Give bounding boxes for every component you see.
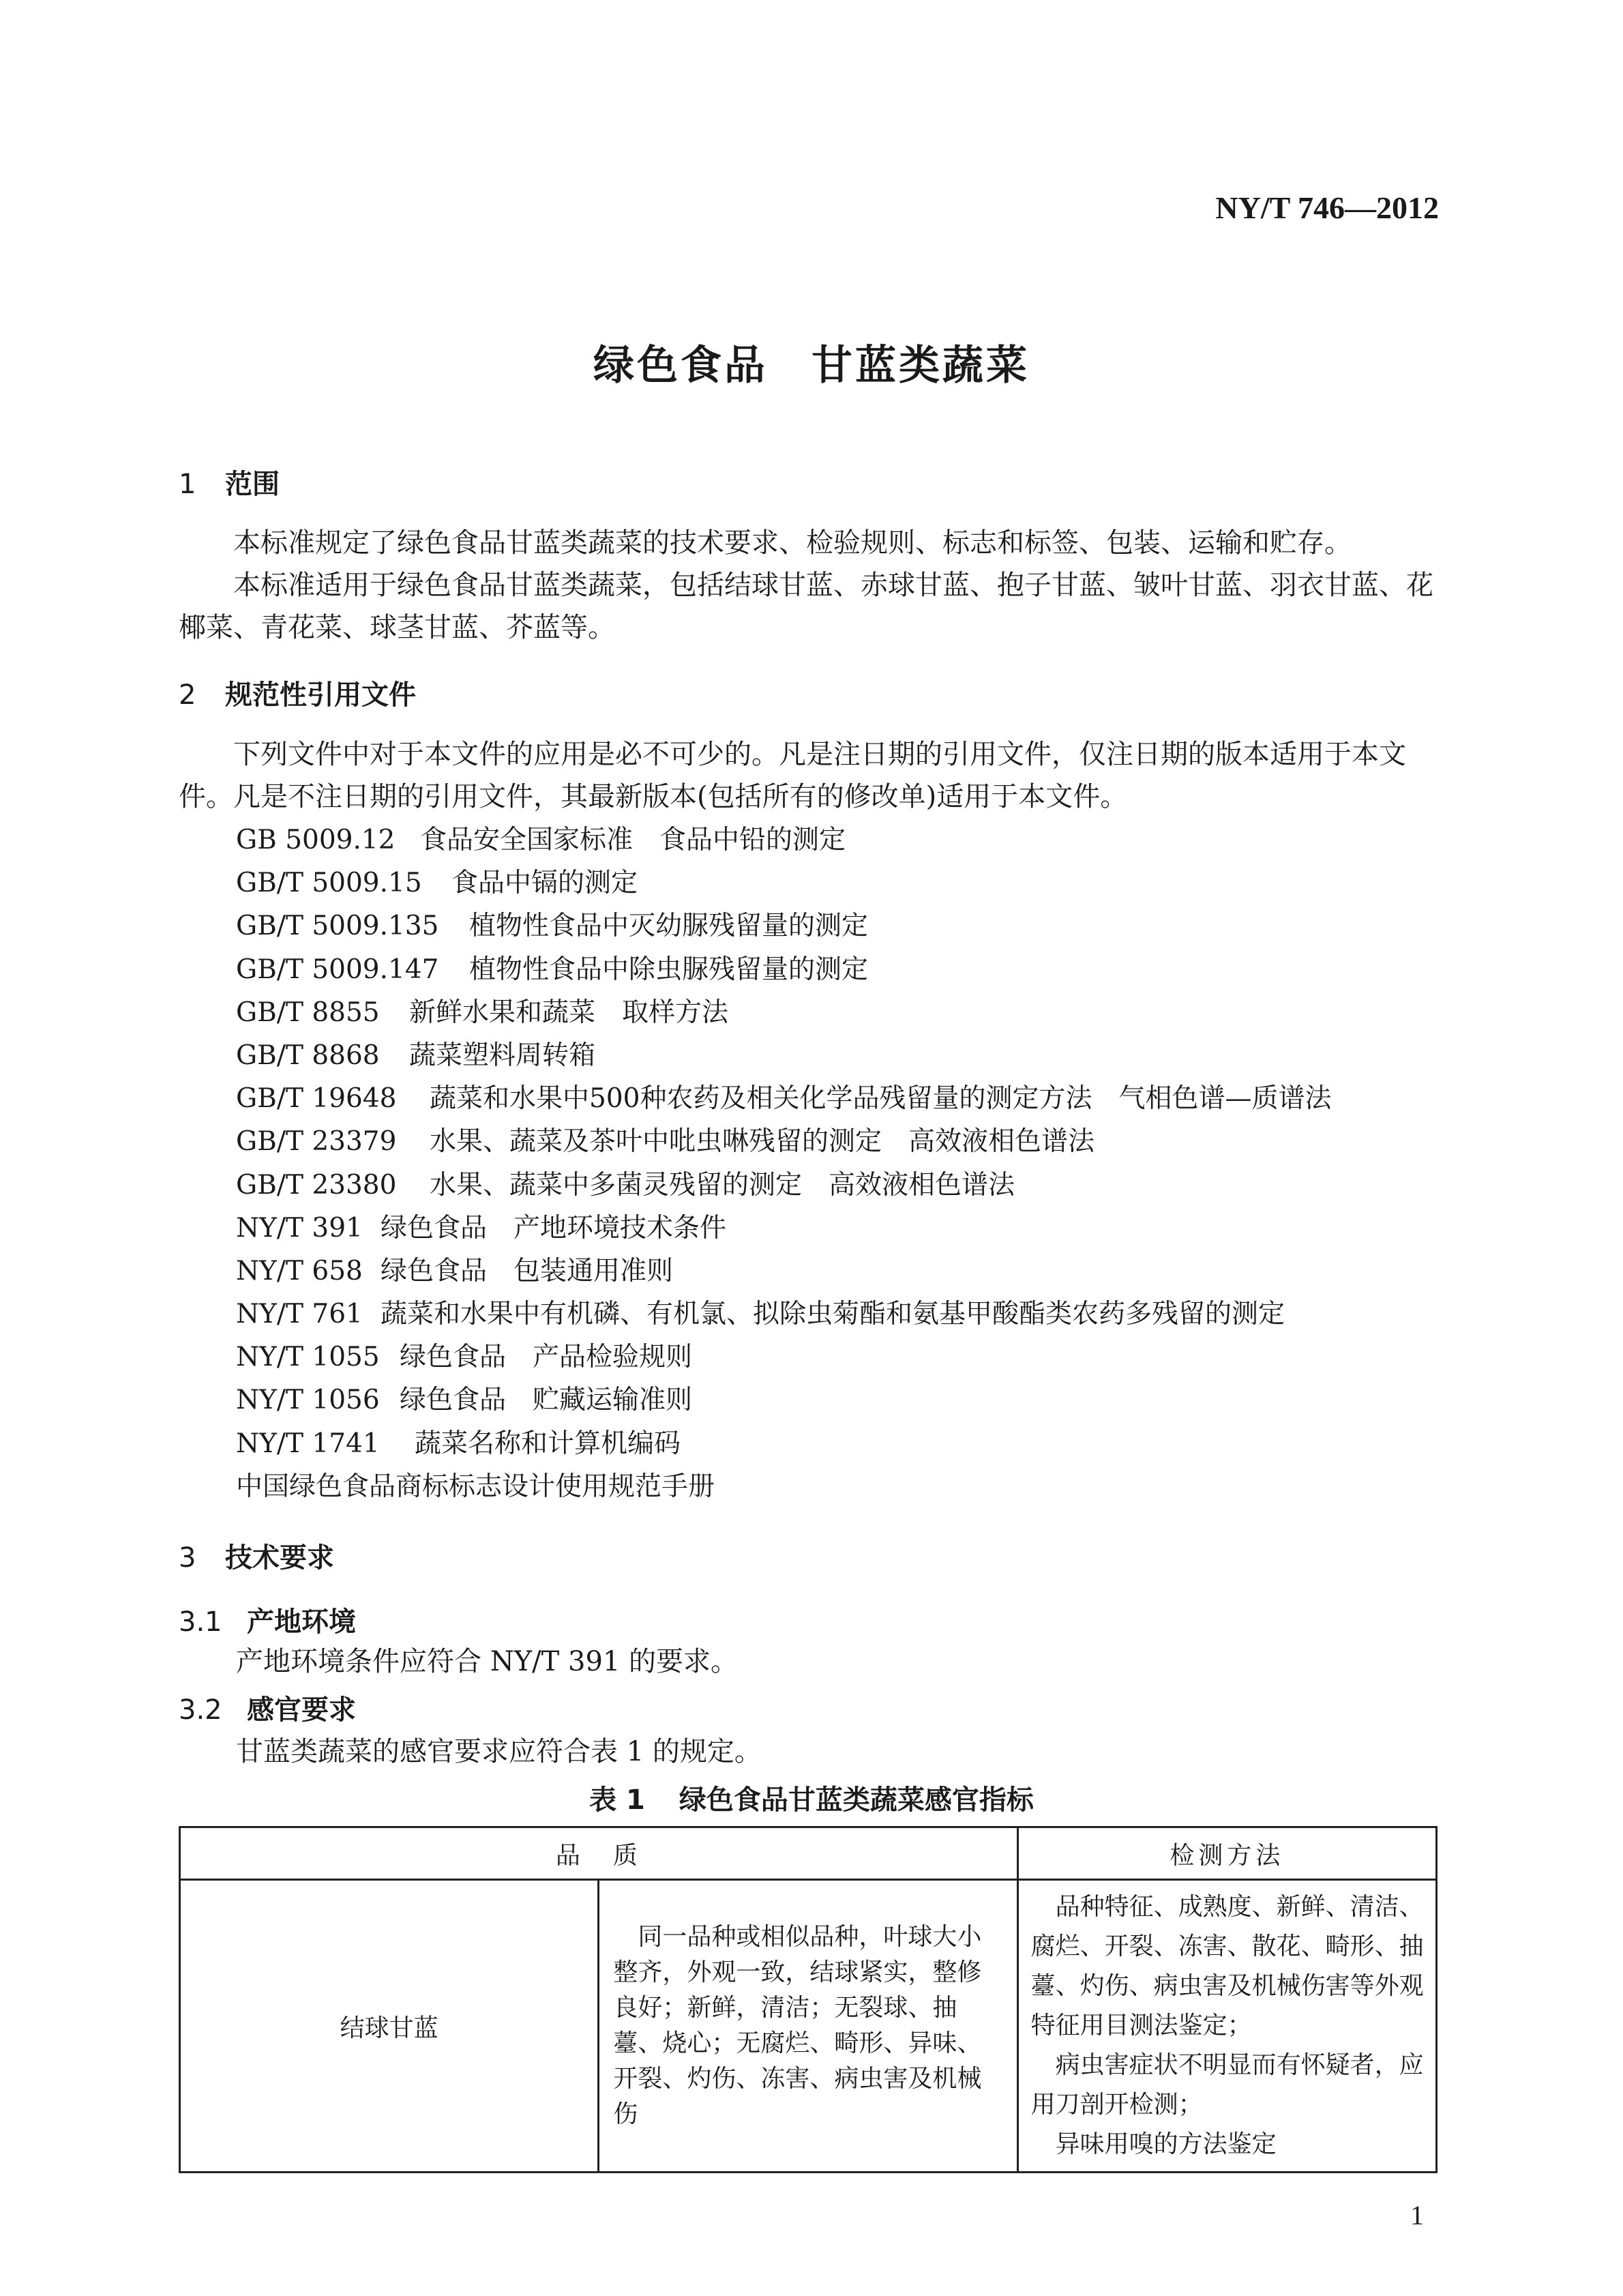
reference-code: NY/T 1056 xyxy=(236,1385,380,1416)
reference-title: 绿色食品 产地环境技术条件 xyxy=(381,1212,727,1243)
vegetable-name: 结球甘蓝 xyxy=(180,1880,599,2173)
reference-item xyxy=(236,1293,1331,1336)
section-title: 感官要求 xyxy=(247,1694,356,1726)
reference-item xyxy=(236,1077,1331,1120)
reference-item xyxy=(236,1336,1331,1379)
reference-item xyxy=(236,1250,1331,1293)
test-method-line: 病虫害症状不明显而有怀疑者，应用刀剖开检测； xyxy=(1030,2051,1424,2119)
reference-title: 食品中镉的测定 xyxy=(451,868,638,899)
reference-code: GB/T 23379 xyxy=(236,1126,397,1158)
reference-item xyxy=(236,1164,1331,1207)
reference-item xyxy=(236,1207,1331,1250)
section-3-1-heading xyxy=(179,1600,356,1639)
reference-code: NY/T 1741 xyxy=(236,1428,380,1459)
quality-description: 同一品种或相似品种，叶球大小整齐，外观一致，结球紧实，整修良好；新鲜，清洁；无裂球、抽薹、烧心；无腐烂、畸形、异味、开裂、灼伤、冻害、病虫害及机械伤 xyxy=(599,1880,1017,2173)
reference-title: 绿色食品 贮藏运输准则 xyxy=(400,1385,693,1416)
reference-title: 蔬菜名称和计算机编码 xyxy=(415,1428,681,1459)
section-number: 3.2 xyxy=(179,1694,222,1726)
reference-code: GB/T 8855 xyxy=(236,997,380,1028)
table-header-row xyxy=(180,1827,1437,1880)
section-3-2-text: 甘蓝类蔬菜的感官要求应符合表 1 的规定。 xyxy=(236,1736,762,1767)
section-title: 技术要求 xyxy=(225,1542,334,1574)
reference-title: 中国绿色食品商标标志设计使用规范手册 xyxy=(236,1471,715,1502)
reference-code: NY/T 1055 xyxy=(236,1342,380,1373)
scope-paragraph-2: 本标准适用于绿色食品甘蓝类蔬菜，包括结球甘蓝、赤球甘蓝、抱子甘蓝、皱叶甘蓝、羽衣甘蓝、花椰菜、青花菜、球茎甘蓝、芥蓝等。 xyxy=(179,570,1433,643)
reference-code: NY/T 391 xyxy=(236,1212,363,1243)
standard-number: NY/T 746—2012 xyxy=(1215,190,1439,225)
reference-title: 绿色食品 包装通用准则 xyxy=(381,1255,674,1286)
section-number: 3 xyxy=(179,1542,196,1574)
table-caption-title: 绿色食品甘蓝类蔬菜感官指标 xyxy=(679,1784,1034,1816)
scope-paragraph-1: 本标准规定了绿色食品甘蓝类蔬菜的技术要求、检验规则、标志和标签、包装、运输和贮存。 xyxy=(233,527,1352,559)
reference-title: 蔬菜和水果中500种农药及相关化学品残留量的测定方法 气相色谱—质谱法 xyxy=(430,1083,1332,1115)
reference-title: 水果、蔬菜中多菌灵残留的测定 高效液相色谱法 xyxy=(430,1169,1015,1201)
reference-item xyxy=(236,862,1331,904)
section-2-heading xyxy=(179,673,416,712)
reference-item xyxy=(236,819,1331,862)
reference-item xyxy=(236,1120,1331,1163)
references-intro: 下列文件中对于本文件的应用是必不可少的。凡是注日期的引用文件，仅注日期的版本适用于本文件。凡是不注日期的引用文件，其最新版本(包括所有的修改单)适用于本文件。 xyxy=(179,739,1406,812)
reference-code: GB/T 23380 xyxy=(236,1169,397,1201)
reference-item xyxy=(236,904,1331,947)
reference-code: GB/T 5009.15 xyxy=(236,868,422,899)
section-number: 2 xyxy=(179,679,196,711)
header-method: 检测方法 xyxy=(1017,1827,1436,1880)
section-3-heading xyxy=(179,1536,334,1575)
reference-title: 新鲜水果和蔬菜 取样方法 xyxy=(409,997,729,1028)
reference-title: 蔬菜塑料周转箱 xyxy=(409,1040,596,1071)
section-title: 产地环境 xyxy=(247,1606,356,1638)
reference-title: 水果、蔬菜及茶叶中吡虫啉残留的测定 高效液相色谱法 xyxy=(430,1126,1095,1158)
page-number: 1 xyxy=(1410,2200,1424,2231)
section-title: 范围 xyxy=(225,469,280,500)
reference-item xyxy=(236,1034,1331,1077)
normative-references-list xyxy=(236,819,1331,1508)
section-number: 1 xyxy=(179,469,196,500)
reference-title: 植物性食品中除虫脲残留量的测定 xyxy=(469,954,869,985)
table-caption xyxy=(0,1778,1623,1817)
header-quality: 品 质 xyxy=(180,1827,1018,1880)
test-method-line: 异味用嗅的方法鉴定 xyxy=(1055,2130,1277,2158)
table-caption-number: 表 1 xyxy=(589,1784,645,1816)
reference-title: 食品安全国家标准 食品中铅的测定 xyxy=(420,825,846,855)
section-1-heading xyxy=(179,462,280,501)
section-3-2-heading xyxy=(179,1688,356,1727)
reference-code: GB 5009.12 xyxy=(236,825,396,855)
sensory-requirements-table xyxy=(179,1826,1438,2173)
reference-item xyxy=(236,991,1331,1034)
reference-title: 植物性食品中灭幼脲残留量的测定 xyxy=(469,911,869,942)
reference-item xyxy=(236,1422,1331,1465)
test-method-line: 品种特征、成熟度、新鲜、清洁、腐烂、开裂、冻害、散花、畸形、抽薹、灼伤、病虫害及机械伤害等外观特征用目测法鉴定； xyxy=(1030,1893,1424,2040)
reference-code: GB/T 19648 xyxy=(236,1083,397,1115)
section-3-1-text: 产地环境条件应符合 NY/T 391 的要求。 xyxy=(236,1646,739,1677)
reference-code: GB/T 8868 xyxy=(236,1040,380,1071)
section-number: 3.1 xyxy=(179,1606,222,1638)
reference-title: 蔬菜和水果中有机磷、有机氯、拟除虫菊酯和氨基甲酸酯类农药多残留的测定 xyxy=(381,1299,1285,1330)
reference-code: GB/T 5009.147 xyxy=(236,954,439,985)
test-method xyxy=(1017,1880,1436,2173)
reference-title: 绿色食品 产品检验规则 xyxy=(400,1342,693,1373)
reference-code: NY/T 761 xyxy=(236,1299,363,1330)
reference-code: NY/T 658 xyxy=(236,1255,363,1286)
reference-item xyxy=(236,1465,1331,1508)
table-row xyxy=(180,1880,1437,2173)
reference-item xyxy=(236,948,1331,991)
document-title: 绿色食品 甘蓝类蔬菜 xyxy=(593,342,1030,389)
section-title: 规范性引用文件 xyxy=(225,679,416,711)
reference-code: GB/T 5009.135 xyxy=(236,911,439,942)
reference-item xyxy=(236,1379,1331,1422)
